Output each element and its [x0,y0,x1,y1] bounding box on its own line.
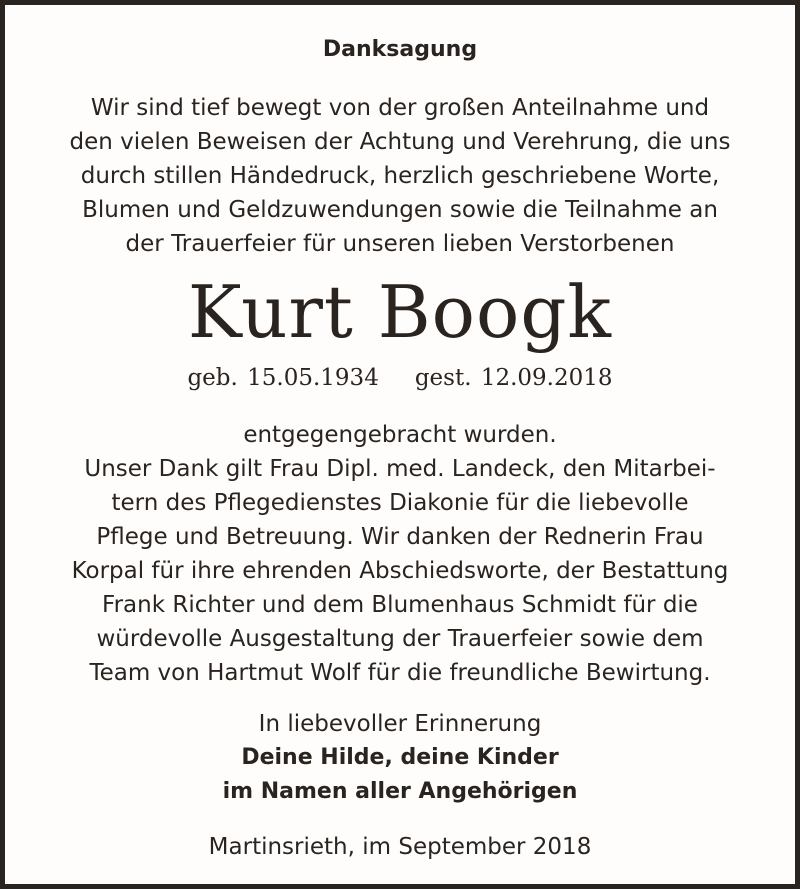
thanks-line: tern des Pflegedienstes Diakonie für die liebevolle [111,490,689,516]
closing-block [5,707,795,809]
thanks-line: Team von Hartmut Wolf für die freundliche Bewirtung. [89,660,711,686]
thanks-line: Unser Dank gilt Frau Dipl. med. Landeck, den Mitarbei- [84,456,716,482]
deceased-name: Kurt Boogk [187,270,613,354]
signature-line: im Namen aller Angehörigen [222,779,578,804]
thanks-line: Korpal für ihre ehrenden Abschiedsworte, der Bestattung [71,558,729,584]
intro-line: der Trauerfeier für unseren lieben Verstorbenen [125,231,675,257]
thanks-line: Frank Richter und dem Blumenhaus Schmidt für die [102,592,698,618]
remembrance-text: In liebevoller Erinnerung [258,711,542,737]
thanks-paragraph [5,418,795,690]
death-date: gest. 12.09.2018 [414,365,613,391]
thanks-line: Pflege und Betreuung. Wir danken der Rednerin Frau [96,524,704,550]
signature-line: Deine Hilde, deine Kinder [241,745,559,770]
intro-line: Blumen und Geldzuwendungen sowie die Teilnahme an [82,197,718,223]
intro-line: den vielen Beweisen der Achtung und Verehrung, die uns [69,129,731,155]
birth-date: geb. 15.05.1934 [187,365,379,391]
intro-line: Wir sind tief bewegt von der großen Anteilnahme und [90,95,710,121]
intro-paragraph [5,91,795,261]
intro-line: durch stillen Händedruck, herzlich geschriebene Worte, [80,163,720,189]
notice-title: Danksagung [322,37,478,62]
thanks-line: würdevolle Ausgestaltung der Trauerfeier sowie dem [96,626,704,652]
place-date: Martinsrieth, im September 2018 [208,834,592,860]
life-dates [5,361,795,395]
obituary-content [5,5,795,884]
thanks-line: entgegengebracht wurden. [243,422,557,448]
